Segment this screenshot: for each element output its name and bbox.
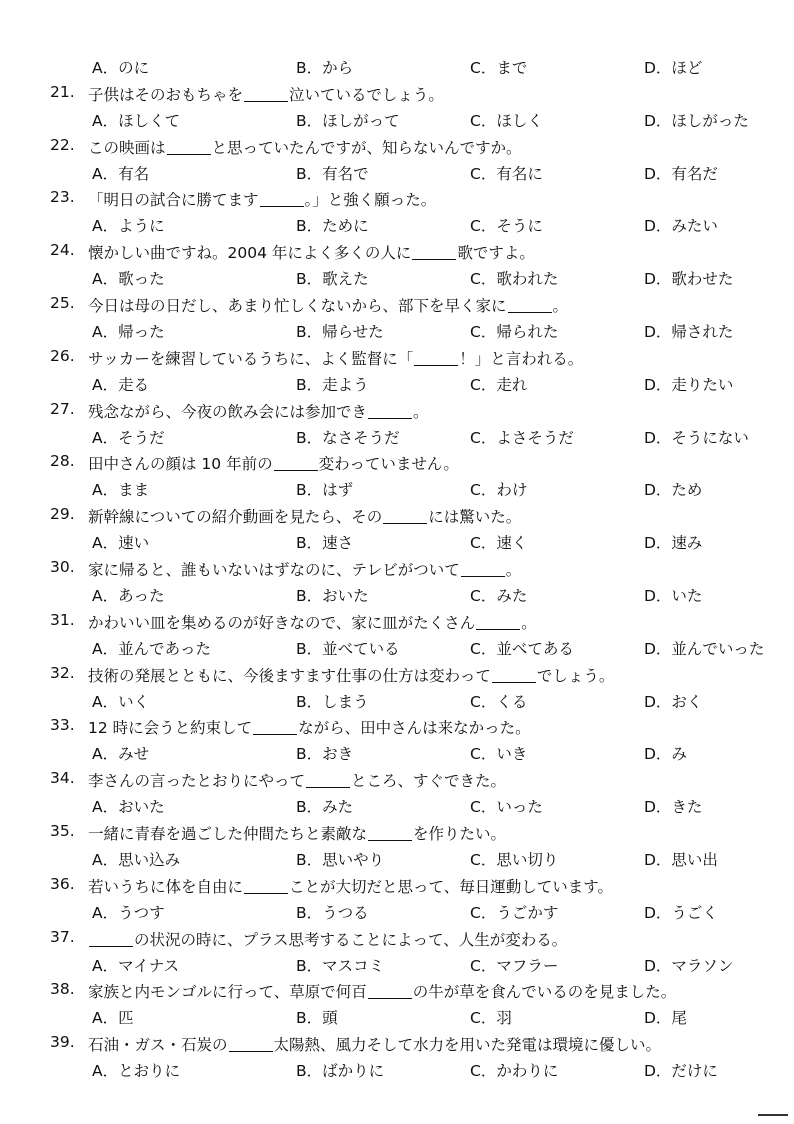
question-text-before-blank: 今日は母の日だし、あまり忙しくないから、部下を早く家に — [88, 297, 507, 315]
option-b: B．しまう — [296, 692, 369, 711]
option-b: B．おいた — [296, 587, 369, 605]
option-a: A．のに — [92, 59, 150, 77]
option-c: C．羽 — [470, 1009, 512, 1028]
question-text-before-blank: 残念ながら、今夜の飲み会には参加でき — [88, 402, 368, 421]
question-text — [88, 716, 531, 738]
option-b: B．うつる — [296, 903, 369, 922]
option-c: C．そうに — [470, 217, 543, 236]
option-b: B．ほしがって — [296, 111, 400, 130]
question-text-after-blank: 太陽熱、風力そして水力を用いた発電は環境に優しい。 — [273, 1036, 662, 1055]
option-a: A．ほしくて — [92, 111, 181, 130]
question-number: 33. — [50, 716, 75, 735]
option-a: A．歌った — [92, 270, 165, 289]
question-text-before-blank: 12 時に会うと約束して — [88, 719, 253, 738]
question-text-before-blank: 「明日の試合に勝てます — [88, 191, 259, 210]
question-text-before-blank: 技術の発展とともに、今後ますます仕事の仕方は変わって — [88, 666, 491, 685]
option-c: C．歌われた — [470, 270, 559, 289]
question-text-before-blank: 懐かしい曲ですね。2004 年によく多くの人に — [88, 244, 412, 263]
question-text-after-blank: ながら、田中さんは来なかった。 — [298, 719, 531, 738]
question-text — [88, 452, 459, 474]
question-number: 27. — [50, 399, 75, 418]
question-text-after-blank: 。 — [413, 402, 429, 421]
question-number: 36. — [50, 874, 75, 893]
answer-blank — [229, 1036, 273, 1053]
question-number: 29. — [50, 505, 75, 524]
question-text-before-blank: かわいい皿を集めるのが好きなので、家に皿がたくさん — [88, 613, 476, 632]
question-text — [88, 664, 614, 686]
option-c: C．わけ — [470, 481, 528, 500]
question-number: 31. — [50, 610, 75, 629]
option-d: D．み — [644, 745, 687, 764]
option-c: C．いき — [470, 745, 528, 764]
answer-blank — [244, 85, 288, 102]
option-a: A．思い込み — [92, 851, 181, 869]
option-a: A．いく — [92, 692, 150, 711]
answer-blank — [414, 349, 458, 366]
option-b: B．並べている — [296, 639, 400, 658]
option-b: B．マスコミ — [296, 956, 385, 975]
option-a: A．おいた — [92, 798, 165, 817]
question-text — [88, 980, 676, 1002]
question-text-before-blank: 家に帰ると、誰もいないはずなのに、テレビがついて — [88, 561, 460, 579]
answer-blank — [461, 561, 505, 578]
option-b: B．おき — [296, 745, 354, 764]
option-d: D．帰された — [644, 323, 734, 341]
option-c: C．まで — [470, 59, 528, 77]
option-c: C．マフラー — [470, 956, 559, 975]
option-b: B．ために — [296, 217, 369, 236]
option-c: C．ほしく — [470, 111, 543, 130]
option-c: C．みた — [470, 587, 528, 605]
option-a: A．走る — [92, 375, 150, 394]
option-c: C．思い切り — [470, 851, 559, 869]
question-text-after-blank: ことが大切だと思って、毎日運動しています。 — [289, 877, 613, 896]
answer-blank — [476, 613, 520, 630]
question-text — [88, 188, 436, 210]
question-text — [88, 611, 537, 633]
answer-blank — [508, 297, 552, 314]
option-c: C．いった — [470, 798, 543, 817]
option-d: D．ほしがった — [644, 111, 749, 130]
question-text-after-blank: 泣いているでしょう。 — [289, 85, 444, 104]
question-number: 23. — [50, 188, 75, 207]
option-d: D．だけに — [644, 1062, 718, 1081]
option-d: D．尾 — [644, 1009, 687, 1028]
answer-blank — [306, 772, 350, 789]
option-a: A．マイナス — [92, 956, 180, 975]
option-c: C．帰られた — [470, 323, 559, 341]
question-number: 35. — [50, 822, 75, 840]
option-a: A．まま — [92, 481, 150, 500]
question-text-before-blank: 新幹線についての紹介動画を見たら、その — [88, 508, 383, 527]
page-edge-mark — [758, 1114, 788, 1116]
question-text-before-blank: この映画は — [88, 138, 166, 157]
question-text — [88, 505, 521, 527]
question-text — [88, 294, 568, 316]
question-text-after-blank: には驚いた。 — [428, 508, 522, 527]
question-number: 26. — [50, 346, 75, 365]
option-d: D．速み — [644, 534, 703, 553]
question-text — [88, 241, 535, 263]
question-number: 24. — [50, 241, 75, 260]
question-text — [88, 400, 429, 422]
question-number: 30. — [50, 558, 75, 576]
question-text — [88, 769, 506, 791]
option-c: C．くる — [470, 692, 528, 711]
question-text-after-blank: 変わっていません。 — [318, 455, 459, 474]
question-number: 37. — [50, 927, 75, 946]
question-text — [88, 83, 444, 105]
option-c: C．速く — [470, 534, 528, 553]
option-b: B．なさそうだ — [296, 428, 400, 447]
option-d: D．マラソン — [644, 956, 734, 975]
option-d: D．そうにない — [644, 428, 749, 447]
question-number: 32. — [50, 663, 75, 682]
answer-blank — [274, 455, 318, 472]
option-b: B．ばかりに — [296, 1062, 385, 1081]
option-b: B．速さ — [296, 534, 354, 553]
question-number: 25. — [50, 294, 75, 312]
answer-blank — [244, 877, 288, 894]
option-b: B．みた — [296, 798, 354, 817]
question-text — [88, 875, 613, 897]
question-number: 38. — [50, 980, 75, 999]
option-c: C．有名に — [470, 164, 543, 183]
question-text-before-blank: 李さんの言ったとおりにやって — [88, 772, 306, 791]
option-d: D．並んでいった — [644, 639, 765, 658]
option-a: A．うつす — [92, 903, 165, 922]
option-c: C．よさそうだ — [470, 428, 574, 447]
question-text-after-blank: と思っていたんですが、知らないんですか。 — [211, 138, 522, 157]
option-c: C．かわりに — [470, 1062, 559, 1081]
option-d: D．いた — [644, 587, 703, 605]
question-text-after-blank: の牛が草を食んでいるのを見ました。 — [412, 983, 677, 1002]
question-text-before-blank: 家族と内モンゴルに行って、草原で何百 — [88, 983, 367, 1002]
question-text — [88, 347, 583, 369]
option-a: A．みせ — [92, 745, 150, 764]
question-text-after-blank: 。 — [552, 297, 569, 315]
option-a: A．とおりに — [92, 1062, 181, 1081]
option-c: C．うごかす — [470, 903, 559, 922]
option-b: B．から — [296, 59, 354, 77]
option-d: D．走りたい — [644, 375, 734, 394]
question-text — [88, 928, 567, 950]
option-a: A．ように — [92, 217, 165, 236]
question-text-after-blank: 。 — [521, 613, 537, 632]
option-d: D．おく — [644, 692, 703, 711]
question-text-after-blank: 。」と強く願った。 — [304, 191, 437, 210]
option-c: C．走れ — [470, 375, 528, 394]
answer-blank — [368, 402, 412, 419]
option-b: B．頭 — [296, 1009, 338, 1028]
answer-blank — [260, 191, 304, 208]
question-text — [88, 1033, 661, 1055]
question-text — [88, 136, 522, 158]
question-number: 34. — [50, 769, 75, 788]
answer-blank — [89, 930, 133, 947]
option-b: B．はず — [296, 481, 354, 500]
question-number: 28. — [50, 452, 75, 471]
question-number: 22. — [50, 135, 75, 154]
question-text — [88, 558, 521, 580]
question-text-after-blank: の状況の時に、プラス思考することによって、人生が変わる。 — [134, 930, 568, 949]
answer-blank — [253, 719, 297, 736]
question-text-after-blank: を作りたい。 — [413, 825, 507, 843]
question-text-before-blank: 石油・ガス・石炭の — [88, 1036, 228, 1055]
option-d: D．有名だ — [644, 164, 718, 183]
option-a: A．有名 — [92, 164, 150, 183]
option-a: A．速い — [92, 534, 150, 553]
option-b: B．有名で — [296, 164, 369, 183]
answer-blank — [412, 244, 456, 261]
answer-blank — [492, 666, 536, 683]
question-text-after-blank: 歌ですよ。 — [457, 244, 535, 263]
option-a: A．帰った — [92, 323, 165, 341]
question-text-before-blank: 若いうちに体を自由に — [88, 877, 244, 896]
option-a: A．あった — [92, 587, 165, 605]
answer-blank — [383, 508, 427, 525]
question-text-after-blank: ところ、すぐできた。 — [351, 772, 507, 791]
answer-blank — [167, 138, 211, 155]
option-d: D．歌わせた — [644, 270, 734, 289]
option-b: B．歌えた — [296, 270, 369, 289]
option-d: D．ほど — [644, 59, 703, 77]
option-d: D．うごく — [644, 903, 718, 922]
answer-blank — [368, 825, 412, 842]
question-number: 39. — [50, 1033, 75, 1052]
option-a: A．そうだ — [92, 428, 165, 447]
question-text-before-blank: サッカーを練習しているうちに、よく監督に「 — [88, 349, 414, 368]
option-c: C．並べてある — [470, 639, 574, 658]
option-d: D．みたい — [644, 217, 718, 236]
question-number: 21. — [50, 82, 75, 101]
option-d: D．思い出 — [644, 851, 718, 869]
question-text-after-blank: でしょう。 — [536, 666, 615, 685]
option-a: A．並んであった — [92, 639, 211, 658]
question-text-before-blank: 子供はそのおもちゃを — [88, 85, 244, 104]
option-d: D．ため — [644, 481, 703, 500]
question-text — [88, 822, 506, 844]
answer-blank — [368, 983, 412, 1000]
option-d: D．きた — [644, 798, 703, 817]
question-text-before-blank: 一緒に青春を過ごした仲間たちと素敵な — [88, 825, 368, 843]
question-text-after-blank: 。 — [505, 561, 522, 579]
question-text-before-blank: 田中さんの顔は 10 年前の — [88, 455, 273, 474]
option-b: B．思いやり — [296, 851, 385, 869]
option-b: B．帰らせた — [296, 323, 384, 341]
option-b: B．走よう — [296, 375, 369, 394]
question-text-after-blank: ！」と言われる。 — [459, 349, 584, 368]
option-a: A．匹 — [92, 1009, 134, 1028]
